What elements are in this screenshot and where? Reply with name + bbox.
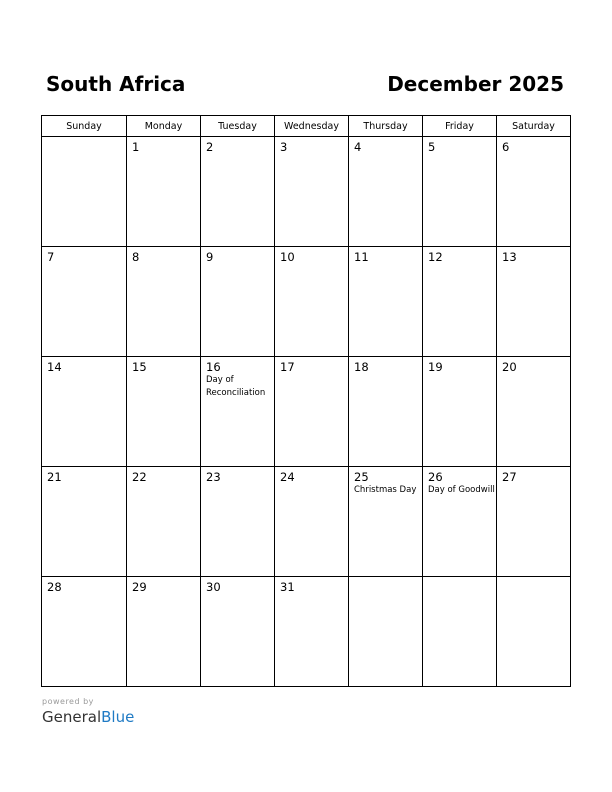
day-number: 4 — [354, 140, 362, 154]
day-cell — [349, 467, 423, 577]
day-number: 14 — [47, 360, 62, 374]
day-cell — [201, 137, 275, 247]
day-number — [349, 577, 422, 580]
holiday-label: Christmas Day — [354, 485, 417, 495]
week-row — [42, 137, 571, 247]
day-number: 25 — [354, 470, 369, 484]
day-cell — [201, 247, 275, 357]
day-cell — [497, 247, 571, 357]
weekday-header: Sunday — [42, 116, 127, 137]
day-cell — [42, 247, 127, 357]
week-row — [42, 247, 571, 357]
week-row — [42, 467, 571, 577]
day-cell — [497, 577, 571, 687]
day-number: 2 — [206, 140, 214, 154]
day-number: 20 — [502, 360, 517, 374]
day-cell — [42, 577, 127, 687]
day-cell — [349, 577, 423, 687]
day-number: 12 — [428, 250, 443, 264]
day-number: 27 — [502, 470, 517, 484]
day-number: 8 — [132, 250, 140, 264]
day-cell — [349, 247, 423, 357]
day-cell — [423, 577, 497, 687]
day-cell — [42, 137, 127, 247]
calendar-grid — [41, 115, 571, 687]
day-cell — [275, 137, 349, 247]
day-number: 30 — [206, 580, 221, 594]
day-number: 18 — [354, 360, 369, 374]
day-number: 28 — [47, 580, 62, 594]
powered-by-text: powered by — [42, 697, 94, 706]
day-number: 3 — [280, 140, 288, 154]
day-number: 1 — [132, 140, 140, 154]
day-cell — [201, 577, 275, 687]
day-cell — [127, 137, 201, 247]
day-number: 13 — [502, 250, 517, 264]
day-cell — [42, 467, 127, 577]
day-cell — [423, 467, 497, 577]
week-row — [42, 577, 571, 687]
day-number: 7 — [47, 250, 55, 264]
day-number: 22 — [132, 470, 147, 484]
day-cell — [201, 357, 275, 467]
day-number: 24 — [280, 470, 295, 484]
day-number: 6 — [502, 140, 510, 154]
day-number: 10 — [280, 250, 295, 264]
day-number: 16 — [206, 360, 221, 374]
day-cell — [127, 577, 201, 687]
calendar-body — [42, 137, 571, 687]
weekday-header: Saturday — [497, 116, 571, 137]
day-number: 26 — [428, 470, 443, 484]
day-cell — [275, 357, 349, 467]
weekday-header: Friday — [423, 116, 497, 137]
brand-blue: Blue — [101, 708, 135, 726]
day-number: 17 — [280, 360, 295, 374]
day-number: 15 — [132, 360, 147, 374]
day-number: 31 — [280, 580, 295, 594]
day-cell — [275, 577, 349, 687]
day-number: 23 — [206, 470, 221, 484]
week-row — [42, 357, 571, 467]
day-number — [423, 577, 496, 580]
generalblue-logo — [42, 707, 134, 727]
day-number: 29 — [132, 580, 147, 594]
day-cell — [42, 357, 127, 467]
weekday-header-row — [42, 116, 571, 137]
day-cell — [275, 247, 349, 357]
day-cell — [497, 357, 571, 467]
day-cell — [423, 357, 497, 467]
day-number — [42, 137, 126, 140]
day-cell — [275, 467, 349, 577]
day-cell — [423, 137, 497, 247]
weekday-header: Thursday — [349, 116, 423, 137]
day-cell — [127, 357, 201, 467]
day-cell — [423, 247, 497, 357]
day-number: 5 — [428, 140, 436, 154]
day-cell — [127, 467, 201, 577]
footer-branding — [42, 696, 134, 727]
country-title: South Africa — [46, 72, 186, 96]
holiday-label: Day of Goodwill — [428, 485, 495, 495]
weekday-header: Tuesday — [201, 116, 275, 137]
weekday-header: Monday — [127, 116, 201, 137]
day-cell — [349, 357, 423, 467]
day-cell — [127, 247, 201, 357]
brand-general: General — [42, 708, 102, 726]
month-year-title: December 2025 — [387, 72, 564, 96]
day-cell — [497, 137, 571, 247]
day-number: 19 — [428, 360, 443, 374]
day-cell — [201, 467, 275, 577]
day-cell — [497, 467, 571, 577]
day-number: 21 — [47, 470, 62, 484]
day-number — [497, 577, 570, 580]
day-cell — [349, 137, 423, 247]
holiday-label: Day of Reconciliation — [206, 375, 266, 398]
weekday-header: Wednesday — [275, 116, 349, 137]
day-number: 11 — [354, 250, 369, 264]
day-number: 9 — [206, 250, 214, 264]
